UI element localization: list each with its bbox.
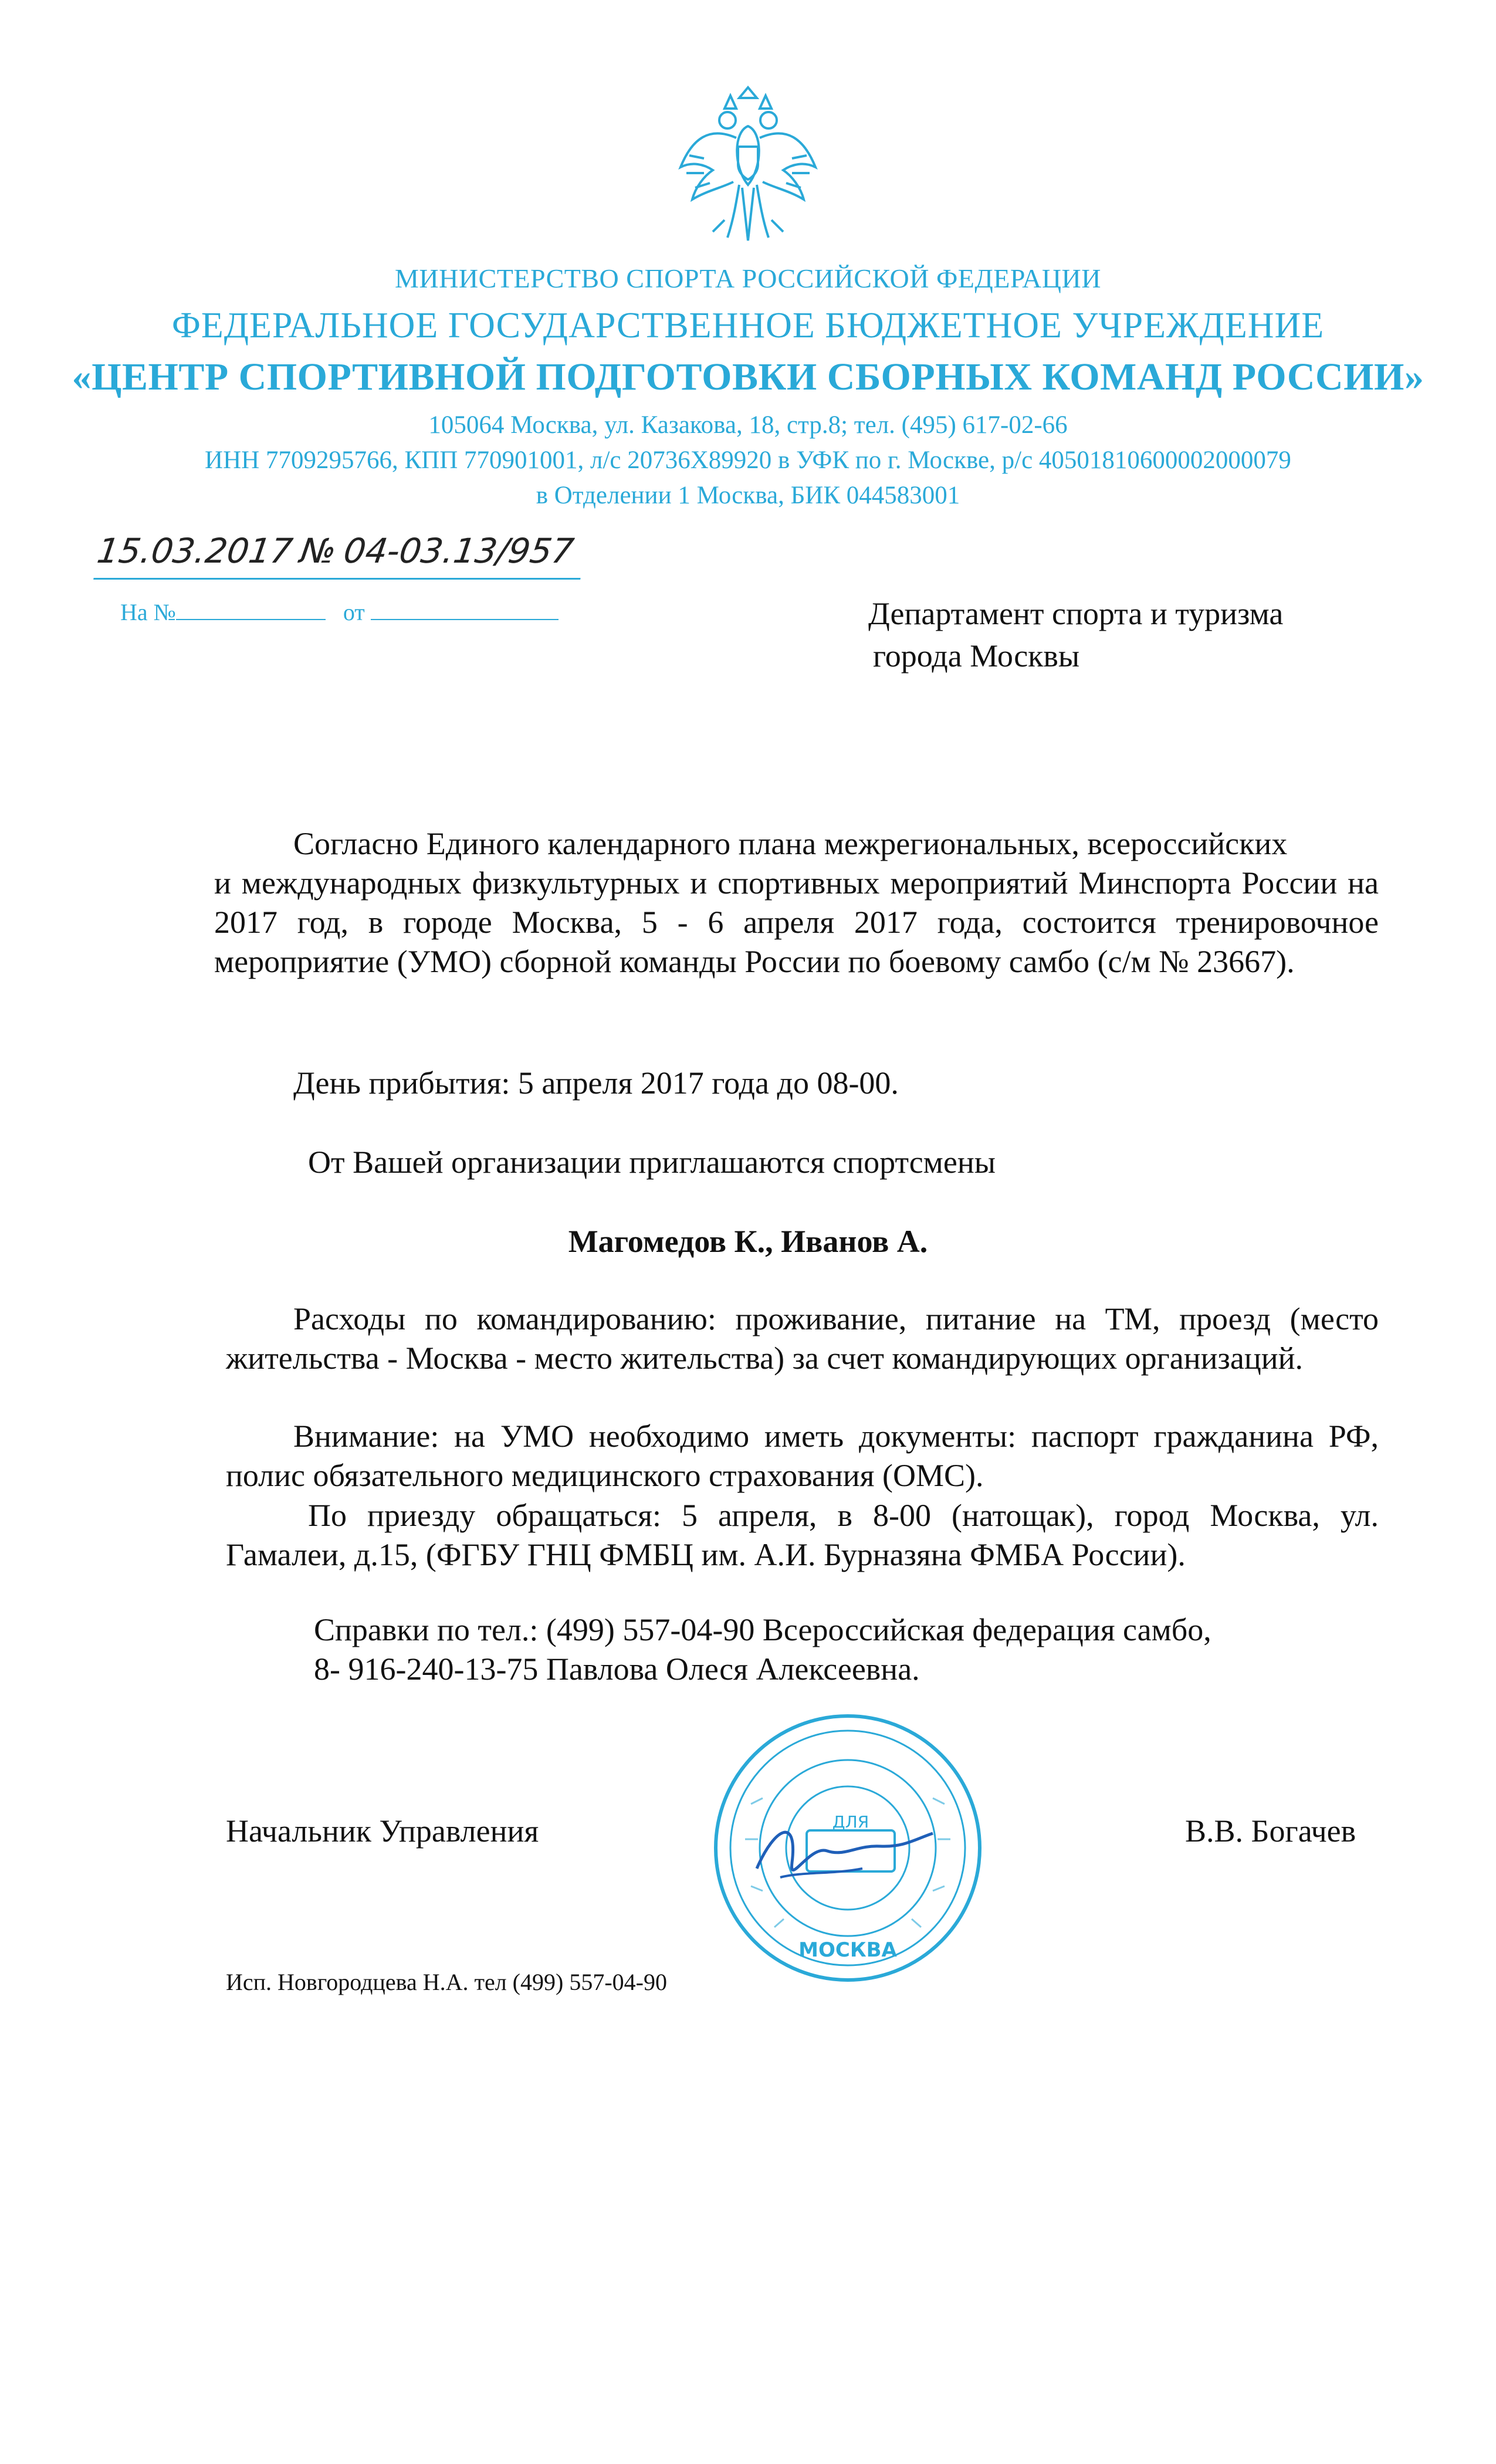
reference-number-sign: № (297, 531, 339, 571)
executor-info: Исп. Новгородцева Н.А. тел (499) 557-04-90 (226, 1969, 667, 1995)
incoming-reference (120, 598, 559, 626)
ministry-name: МИНИСТЕРСТВО СПОРТА РОССИЙСКОЙ ФЕДЕРАЦИИ (395, 263, 1101, 293)
organization-name: «ЦЕНТР СПОРТИВНОЙ ПОДГОТОВКИ СБОРНЫХ КОМАНД РОССИИ» (72, 356, 1424, 398)
intro-rest: и международных физкультурных и спортивных мероприятий Минспорта России на 2017 год, в городе Москва, 5 - 6 апреля 2017 года, состоится тренировочное мероприятие (УМО) сборной команды России по боевому самбо (с/м № 23667). (214, 865, 1379, 979)
double-headed-eagle-emblem-icon (669, 85, 827, 261)
organization-type: ФЕДЕРАЛЬНОЕ ГОСУДАРСТВЕННОЕ БЮДЖЕТНОЕ УЧРЕЖДЕНИЕ (171, 306, 1325, 346)
round-seal-icon (710, 1710, 986, 1986)
from-label: от (343, 599, 365, 625)
signatory-title: Начальник Управления (226, 1813, 539, 1849)
contacts-line-1: Справки по тел.: (499) 557-04-90 Всероссийская федерация самбо, (314, 1612, 1211, 1647)
from-blank (371, 599, 559, 620)
bank-branch-line: в Отделении 1 Москва, БИК 044583001 (536, 482, 960, 509)
stamp-bottom-text: МОСКВА (798, 1938, 897, 1962)
addressee-line-1: Департамент спорта и туризма (868, 596, 1284, 631)
contacts-line-2: 8- 916-240-13-75 Павлова Олеся Алексеевна. (314, 1651, 920, 1687)
arrival-address-paragraph: По приезду обращаться: 5 апреля, в 8-00 (натощак), город Москва, ул. Гамалеи, д.15, (ФГБУ ГНЦ ФМБЦ им. А.И. Бурназяна ФМБА России). (226, 1498, 1379, 1572)
on-no-label: На № (120, 599, 176, 625)
addressee-line-2: города Москвы (873, 638, 1080, 673)
address-line-1: 105064 Москва, ул. Казакова, 18, стр.8; тел. (495) 617-02-66 (428, 411, 1068, 439)
signatory-name: В.В. Богачев (1185, 1813, 1356, 1849)
addressee (868, 593, 1283, 677)
contacts (314, 1610, 1211, 1689)
outgoing-reference (93, 531, 587, 580)
reference-date: 15.03.2017 (94, 531, 295, 571)
stamp-center-text: ДЛЯ (832, 1812, 869, 1832)
expenses-paragraph: Расходы по командированию: проживание, питание на ТМ, проезд (место жительства - Москва - место жительства) за счет командирующих организаций. (226, 1301, 1379, 1376)
athletes-names: Магомедов К., Иванов А. (568, 1224, 928, 1259)
bank-details-line: ИНН 7709295766, КПП 770901001, л/с 20736Х89920 в УФК по г. Москве, р/с 40501810600002000079 (205, 446, 1291, 474)
on-no-blank (176, 599, 326, 620)
intro-first-line: Согласно Единого календарного плана межрегиональных, всероссийских (293, 826, 1288, 861)
reference-number: 04-03.13/957 (341, 531, 577, 571)
invited-athletes-intro: От Вашей организации приглашаются спортсмены (308, 1145, 996, 1180)
attention-paragraph: Внимание: на УМО необходимо иметь документы: паспорт гражданина РФ, полис обязательного медицинского страхования (ОМС). (226, 1419, 1379, 1493)
arrival-day: День прибытия: 5 апреля 2017 года до 08-00. (293, 1065, 899, 1101)
intro-paragraph (214, 824, 1379, 981)
